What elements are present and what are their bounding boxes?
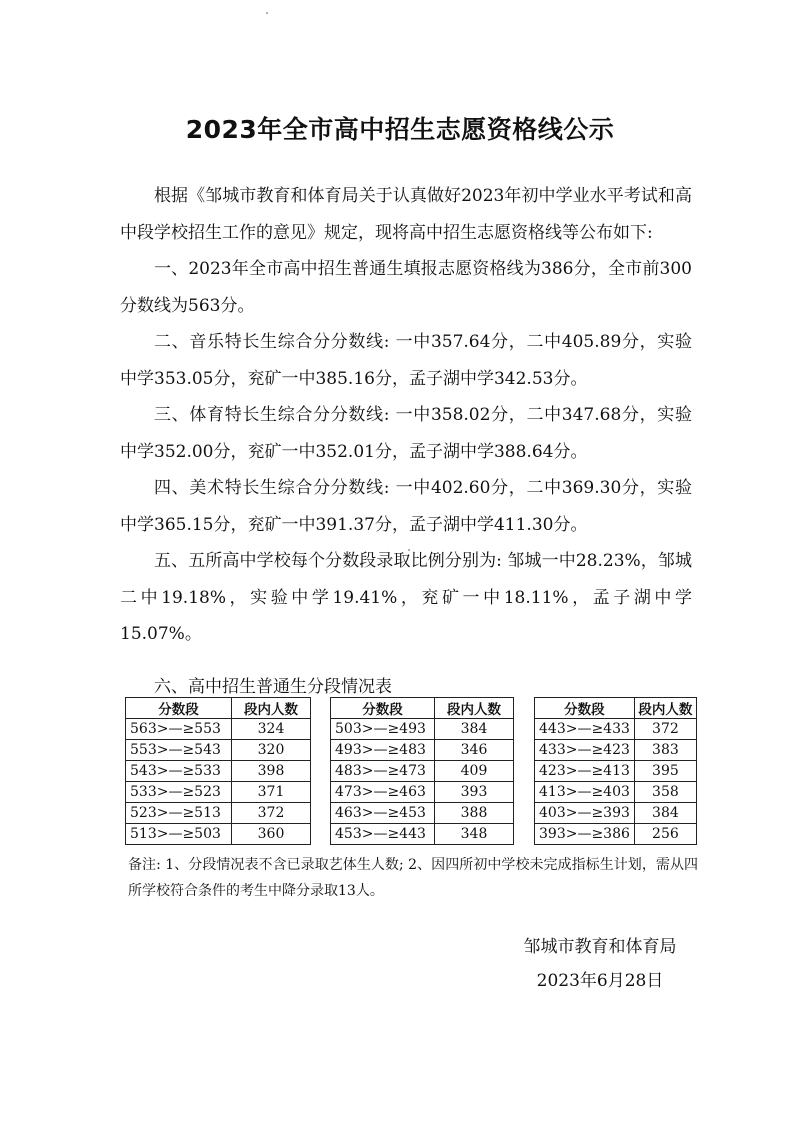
count-cell: 324: [232, 719, 311, 740]
table-row: [535, 803, 697, 824]
paragraph-2: 二、音乐特长生综合分分数线: 一中357.64分，二中405.89分，实验中学353.05分，兖矿一中385.16分，孟子湖中学342.53分。: [120, 332, 692, 389]
remark-note: 备注: 1、分段情况表不含已录取艺体生人数; 2、因四所初中学校未完成指标生计划，需从四所学校符合条件的考生中降分录取13人。: [128, 857, 698, 899]
signature-block: [500, 930, 700, 998]
table-row: [331, 803, 514, 824]
score-range-cell: 503>—≥493: [331, 719, 435, 740]
count-cell: 395: [634, 761, 696, 782]
count-cell: 409: [435, 761, 514, 782]
table-row: [535, 782, 697, 803]
count-cell: 348: [435, 824, 514, 845]
table-row: [331, 824, 514, 845]
table-row: [126, 740, 311, 761]
score-range-cell: 493>—≥483: [331, 740, 435, 761]
score-range-cell: 433>—≥423: [535, 740, 635, 761]
table-caption: 六、高中招生普通生分段情况表: [154, 677, 392, 697]
score-range-cell: 473>—≥463: [331, 782, 435, 803]
count-cell: 388: [435, 803, 514, 824]
paragraph-1: 一、2023年全市高中招生普通生填报志愿资格线为386分，全市前300分数线为563分。: [120, 259, 692, 316]
header-score-range: 分数段: [126, 698, 232, 719]
table-row: [535, 740, 697, 761]
table-row: [331, 740, 514, 761]
header-score-range: 分数段: [331, 698, 435, 719]
paragraph-4: 四、美术特长生综合分分数线: 一中402.60分，二中369.30分，实验中学365.15分，兖矿一中391.37分，孟子湖中学411.30分。: [120, 478, 692, 535]
table-row: [535, 761, 697, 782]
table-row: [126, 803, 311, 824]
table-row: [331, 782, 514, 803]
count-cell: 383: [634, 740, 696, 761]
table-row: [535, 824, 697, 845]
count-cell: 360: [232, 824, 311, 845]
table-row: [331, 761, 514, 782]
score-table-3: [534, 697, 697, 845]
issuing-organization: 邹城市教育和体育局: [523, 937, 677, 957]
document-body: [120, 178, 692, 653]
table-row: [126, 719, 311, 740]
count-cell: 398: [232, 761, 311, 782]
table-row: [331, 719, 514, 740]
count-cell: 393: [435, 782, 514, 803]
table-header-row: [535, 698, 697, 719]
table-header-row: [331, 698, 514, 719]
score-range-cell: 563>—≥553: [126, 719, 232, 740]
document-title: 2023年全市高中招生志愿资格线公示: [185, 115, 615, 144]
count-cell: 371: [232, 782, 311, 803]
table-header-row: [126, 698, 311, 719]
score-range-cell: 513>—≥503: [126, 824, 232, 845]
score-range-cell: 403>—≥393: [535, 803, 635, 824]
table-row: [126, 761, 311, 782]
score-range-cell: 413>—≥403: [535, 782, 635, 803]
score-range-cell: 543>—≥533: [126, 761, 232, 782]
score-table-1: [125, 697, 311, 845]
score-range-cell: 483>—≥473: [331, 761, 435, 782]
score-range-cell: 523>—≥513: [126, 803, 232, 824]
count-cell: 384: [634, 803, 696, 824]
table-row: [126, 782, 311, 803]
score-table-2: [330, 697, 514, 845]
score-range-cell: 423>—≥413: [535, 761, 635, 782]
header-count: 段内人数: [435, 698, 514, 719]
score-range-cell: 533>—≥523: [126, 782, 232, 803]
issue-date: 2023年6月28日: [536, 971, 664, 991]
count-cell: 372: [634, 719, 696, 740]
score-range-cell: 393>—≥386: [535, 824, 635, 845]
table-row: [126, 824, 311, 845]
header-score-range: 分数段: [535, 698, 635, 719]
count-cell: 384: [435, 719, 514, 740]
count-cell: 358: [634, 782, 696, 803]
score-range-cell: 443>—≥433: [535, 719, 635, 740]
score-range-cell: 453>—≥443: [331, 824, 435, 845]
paragraph-intro: 根据《邹城市教育和体育局关于认真做好2023年初中学业水平考试和高中段学校招生工作的意见》规定，现将高中招生志愿资格线等公布如下:: [120, 186, 692, 243]
paragraph-3: 三、体育特长生综合分分数线: 一中358.02分，二中347.68分，实验中学352.00分，兖矿一中352.01分，孟子湖中学388.64分。: [120, 405, 692, 462]
header-count: 段内人数: [232, 698, 311, 719]
scan-speck: [266, 12, 268, 14]
count-cell: 256: [634, 824, 696, 845]
count-cell: 346: [435, 740, 514, 761]
paragraph-5: 五、五所高中学校每个分数段录取比例分别为: 邹城一中28.23%，邹城二中19.18%，实验中学19.41%，兖矿一中18.11%，孟子湖中学15.07%。: [120, 551, 692, 644]
score-range-cell: 553>—≥543: [126, 740, 232, 761]
count-cell: 372: [232, 803, 311, 824]
score-range-cell: 463>—≥453: [331, 803, 435, 824]
score-tables: [125, 697, 697, 851]
header-count: 段内人数: [634, 698, 696, 719]
table-row: [535, 719, 697, 740]
count-cell: 320: [232, 740, 311, 761]
